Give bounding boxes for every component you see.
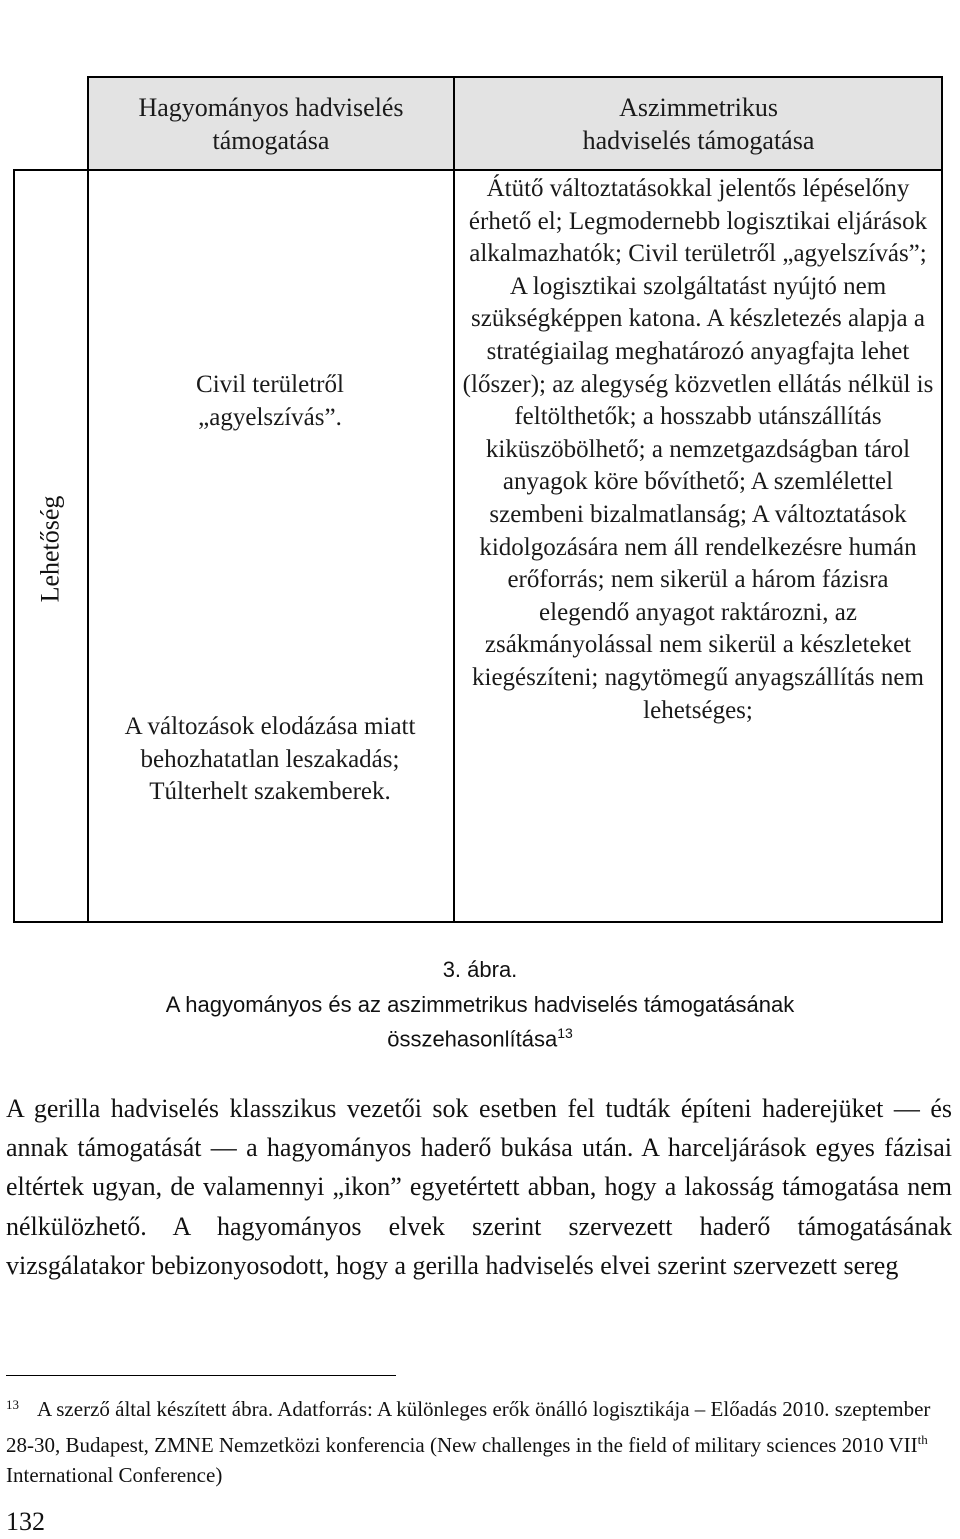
page-number: 132 (6, 1507, 45, 1536)
figure-title-line2 (0, 1025, 960, 1052)
table-border (87, 76, 943, 78)
asymmetric-cell-text: Átütő változtatásokkal jelentős lépéselőny érhető el; Legmodernebb logisztikai eljárások alkalmazhatók; Civil területről „agyelszívás”; A logisztikai szolgáltatást nyújtó nem szükségképpen katona. A készletezés alapja a stratégiailag meghatározó anyagfajta lehet (lőszer); az alegység közvetlen ellátás nélkül is feltölthetők; a hosszabb utánszállítás kiküszöbölhető; a nemzetgazdságban tárol anyagok köre bővíthető; A szemlélettel szembeni bizalmatlanság; A változtatások kidolgozására nem áll rendelkezésre humán erőforrás; nem sikerül a három fázisra elegendő anyagot raktározni, az zsákmányolással nem sikerül a készleteket kiegészíteni; nagytömegű anyagszállítás nem lehetséges; (462, 175, 934, 724)
header-asymmetric (455, 77, 942, 170)
footnote-sup: th (917, 1431, 928, 1447)
figure-title-line1: A hagyományos és az aszimmetrikus hadviselés támogatásának (165, 992, 795, 1017)
row-label-cell (14, 175, 86, 922)
footnote-reference: 13 (557, 1025, 573, 1041)
figure-number: 3. ábra. (442, 957, 518, 982)
table-border (13, 169, 943, 171)
table-border (941, 76, 943, 923)
traditional-advantage-text: Civil területről „agyelszívás”. (196, 371, 344, 431)
header-traditional (88, 77, 454, 170)
header-traditional-label: Hagyományos hadviselés támogatása (138, 92, 404, 155)
table-border (87, 76, 89, 923)
header-asymmetric-label: Aszimmetrikus hadviselés támogatása (582, 92, 815, 155)
body-paragraph: A gerilla hadviselés klasszikus vezetői sok esetben fel tudták építeni haderejüket — és annak támogatását — a hagyományos haderő bukása után. A harceljárások egyes fázisai eltértek ugyan, de valamennyi „ikon” egyetértett abban, hogy a lakosság támogatása nem nélkülözhető. A hagyományos elvek szerint szervezett haderő támogatásának vizsgálatakor bebizonyosodott, hogy a gerilla hadviselés elvei szerint szervezett sereg (6, 1094, 952, 1280)
figure-title-text: összehasonlítása (387, 1026, 558, 1052)
footnote-text: A szerző által készített ábra. Adatforrás: A különleges erők önálló logisztikája – Előadás 2010. szeptember 28-30, Budapest, ZMNE Nemzetközi konferencia (New challenges in the field of military sciences 2010 VII (6, 1397, 931, 1457)
footnote-text-end: International Conference) (6, 1463, 223, 1487)
footnote (6, 1394, 952, 1491)
table-border (13, 921, 943, 923)
footnote-divider (6, 1375, 396, 1376)
table-border (453, 76, 455, 923)
traditional-disadvantage-text: A változások elodázása miatt behozhatatlan leszakadás; Túlterhelt szakemberek. (124, 713, 416, 806)
row-label: Lehetőség (35, 495, 64, 602)
footnote-number: 13 (6, 1397, 19, 1412)
